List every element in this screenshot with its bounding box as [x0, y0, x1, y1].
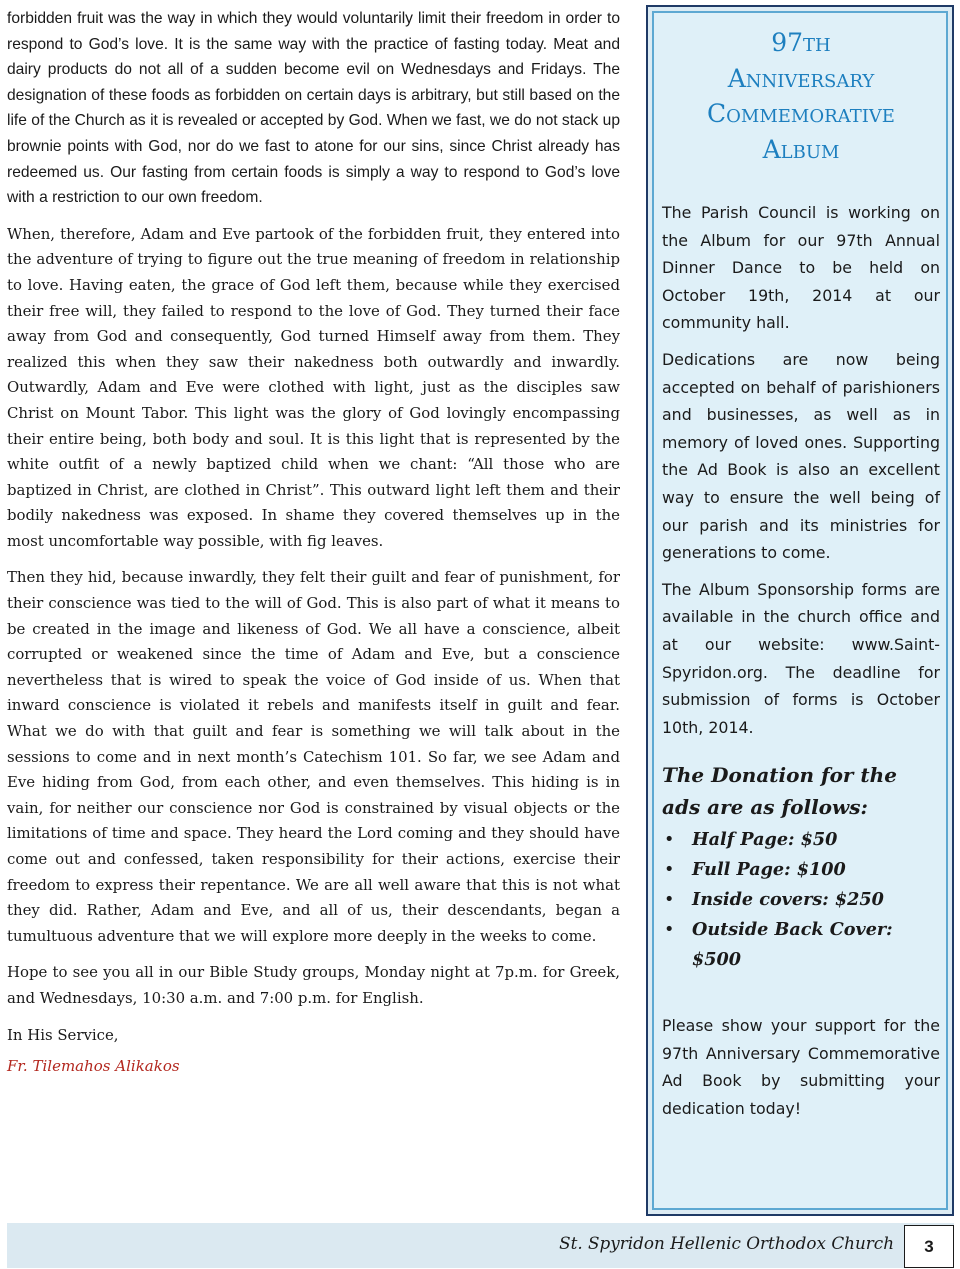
- article-column: [7, 6, 620, 1080]
- author-signature: Fr. Tilemahos Alikakos: [7, 1057, 180, 1076]
- article-paragraph-4: Hope to see you all in our Bible Study groups, Monday night at 7p.m. for Greek, and Wednesdays, 10:30 a.m. and 7:00 p.m. for English.: [7, 963, 620, 1007]
- bullet-icon: •: [664, 860, 675, 881]
- sidebar-closing-call: Please show your support for the 97th Anniversary Commemorative Ad Book by submitting your dedication today!: [662, 1016, 940, 1119]
- donation-item: [662, 825, 940, 855]
- sidebar-paragraph-forms: The Album Sponsorship forms are available in the church office and at our website: www.Saint-Spyridon.org. The deadline for submission of forms is October 10th, 2014.: [662, 579, 940, 737]
- donation-item-label: Inside covers: $250: [692, 889, 884, 911]
- album-sidebar: [646, 5, 954, 1216]
- page-footer: [7, 1223, 954, 1268]
- article-paragraph-3: Then they hid, because inwardly, they felt their guilt and fear of punishment, for their conscience was tied to the will of God. This is also part of what it means to be created in the image and likeness of God. We all have a conscience, albeit corrupted or weakened since the time of Adam and Eve, but a conscience nevertheless that is wired to speak the voice of God inside of us. When that inward conscience is violated it rebels and manifests itself in guilt and fear. What we do with that guilt and fear is something we will talk about in the sessions to come and in next month’s Catechism 101. So far, we see Adam and Eve hiding from God, from each other, and even themselves. This hiding is in vain, for neither our conscience nor God is constrained by visual objects or the limitations of time and space. They heard the Lord coming and they should have come out and confessed, taken responsibility for their actions, exercise their freedom to express their repentance. We are all well aware that this is not what they did. Rather, Adam and Eve, and all of us, their descendants, began a tumultuous adventure that we will explore more deeply in the weeks to come.: [7, 568, 620, 945]
- donation-item: [662, 915, 940, 975]
- sidebar-title-line-1: 97th: [771, 28, 831, 57]
- album-sidebar-panel: [652, 11, 948, 1210]
- donation-item: [662, 855, 940, 885]
- sidebar-paragraph-dedications: Dedications are now being accepted on behalf of parishioners and businesses, as well as in memory of loved ones. Supporting the Ad Book is also an excellent way to ensure the well being of our parish and its ministries for generations to come.: [662, 349, 940, 563]
- bullet-icon: •: [664, 830, 675, 851]
- donation-price-list: [662, 825, 940, 975]
- footer-church-name: St. Spyridon Hellenic Orthodox Church: [559, 1233, 894, 1253]
- sidebar-title-line-4: Album: [762, 134, 840, 164]
- donation-item-label: Half Page: $50: [692, 829, 838, 851]
- sidebar-title-line-2: Anniversary: [727, 63, 875, 93]
- donation-item-label: Full Page: $100: [692, 859, 846, 881]
- donation-item: [662, 885, 940, 915]
- sidebar-title: [662, 25, 940, 167]
- bullet-icon: •: [664, 890, 675, 911]
- closing-line: In His Service,: [7, 1025, 119, 1044]
- page-number: 3: [904, 1225, 954, 1268]
- sidebar-paragraph-council: The Parish Council is working on the Album for our 97th Annual Dinner Dance to be held on October 19th, 2014 at our community hall.: [662, 203, 940, 333]
- bullet-icon: •: [664, 920, 675, 941]
- article-paragraph-2: When, therefore, Adam and Eve partook of the forbidden fruit, they entered into the adventure of trying to figure out the true meaning of freedom in relationship to love. Having eaten, the grace of God left them, because while they exercised their free will, they failed to respond to the love of God. They turned their face away from God and consequently, God turned Himself away from them. They realized this when they saw their nakedness both outwardly and inwardly. Outwardly, Adam and Eve were clothed with light, just as the disciples saw Christ on Mount Tabor. This light was the glory of God lovingly encompassing their entire being, both body and soul. It is this light that is represented by the white outfit of a newly baptized child when we chant: “All those who are baptized in Christ, are clothed in Christ”. This outward light left them and their bodily nakedness was exposed. In shame they covered themselves up in the most uncomfortable way possible, with fig leaves.: [7, 224, 620, 550]
- sidebar-title-line-3: Commemorative: [707, 99, 895, 128]
- donation-item-label: Outside Back Cover: $500: [692, 919, 893, 971]
- donation-heading: The Donation for the ads are as follows:: [662, 763, 897, 820]
- article-paragraph-1: forbidden fruit was the way in which they would voluntarily limit their freedom in order to respond to God’s love. It is the same way with the practice of fasting today. Meat and dairy products do not all of a sudden become evil on Wednesdays and Fridays. The designation of these foods as forbidden on certain days is arbitrary, but still based on the life of the Church as it is revealed or accepted by God. When we fast, we do not stack up brownie points with God, nor do we fast to atone for our sins, since Christ already has redeemed us. Our fasting from certain foods is simply a way to respond to God’s love with a restriction to our own freedom.: [7, 10, 620, 207]
